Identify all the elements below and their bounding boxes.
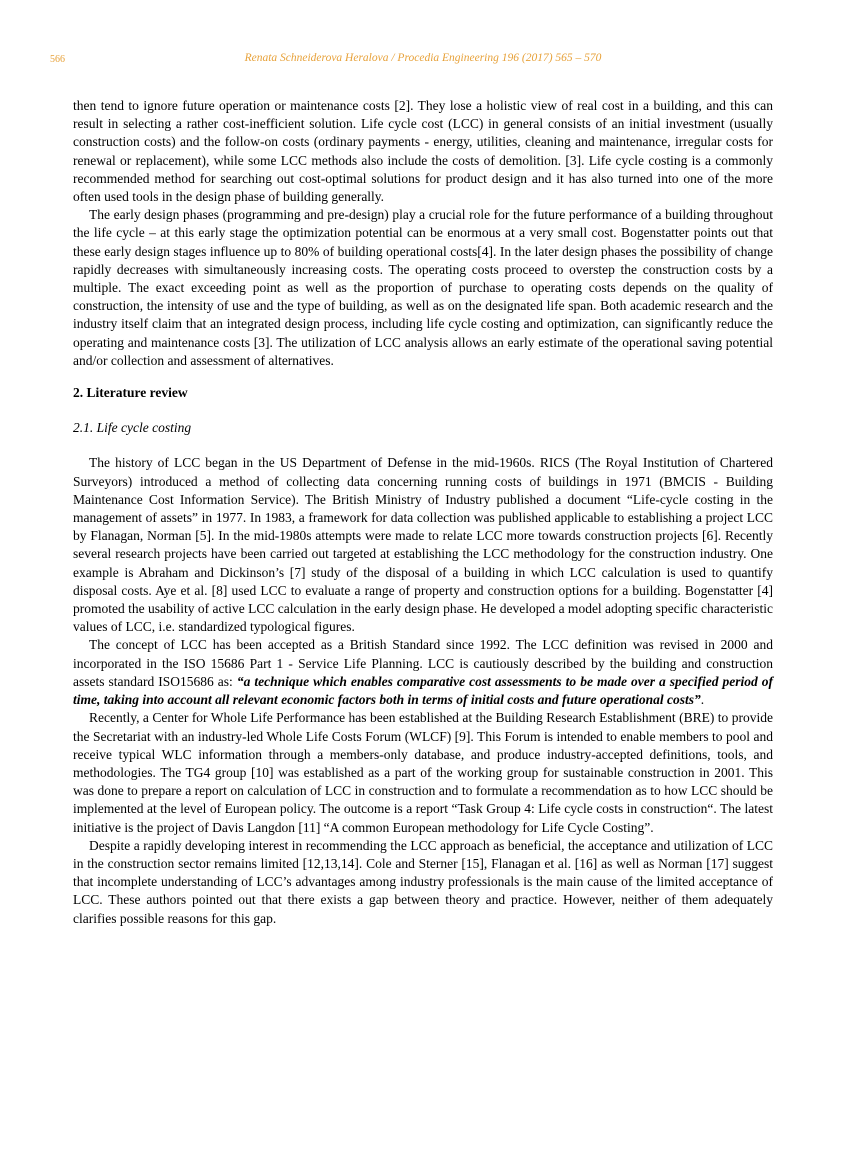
body-paragraph-wlcf: Recently, a Center for Whole Life Performance has been established at the Building Research Establishment (BRE) to provide the Secretariat with an industry-led Whole Life Costs Forum (WLCF) [9]. This Forum is intended to enable members to pool and receive typical WLC information through a members-only database, and produce industry-accepted definitions, tools, and methodologies. The TG4 group [10] was established as a part of the working group for sustainable construction in 2001. This was done to prepare a report on calculation of LCC in construction and to formulate a recommendation as to how LCC should be implemented at the level of European policy. The outcome is a report “Task Group 4: Life cycle costs in construction“. The latest initiative is the project of Davis Langdon [11] “A common European methodology for Life Cycle Costing”. (73, 710, 773, 835)
page-header (0, 52, 846, 72)
body-paragraph-lcc-history: The history of LCC began in the US Department of Defense in the mid-1960s. RICS (The Royal Institution of Chartered Surveyors) introduced a method of collecting data concerning running costs of buildings in 1971 (BMCIS - Building Maintenance Cost Information Service). The British Ministry of Industry published a document “Life-cycle costing in the management of assets” in 1977. In 1983, a framework for data collection was published applicable to establishing a project LCC by Flanagan, Norman [5]. In the mid-1980s attempts were made to relate LCC more towards construction projects [6]. Recently several research projects have been carried out targeted at establishing the LCC methodology for the construction industry. One example is Abraham and Dickinson’s [7] study of the disposal of a building in which LCC calculation is used to quantify disposal costs. Aye et al. [8] used LCC to evaluate a range of property and construction options for a building. Bogenstatter [4] promoted the usability of active LCC calculation in the early design phase. He developed a model adopting specific characteristic values of LCC, i.e. standardized typological figures. (73, 455, 773, 635)
page-content (73, 97, 773, 928)
section-heading-literature-review: 2. Literature review (73, 385, 188, 401)
quote-text: “a technique which enables comparative cost assessments to be made over a specified period of time, taking into account all relevant economic factors both in terms of initial costs and future operational costs” (73, 673, 773, 708)
running-title: Renata Schneiderova Heralova / Procedia Engineering 196 (2017) 565 – 570 (244, 52, 602, 64)
paragraph-text: The concept of LCC has been accepted as a British Standard since 1992. The LCC definition was revised in 2000 and incorporated in the ISO 15686 Part 1 - Service Life Planning. LCC is cautiously described by the building and construction assets standard ISO15686 as: (73, 637, 773, 689)
subsection-heading-life-cycle-costing: 2.1. Life cycle costing (73, 420, 192, 436)
body-paragraph-lcc-standard (73, 636, 773, 709)
body-paragraph-continuation: then tend to ignore future operation or maintenance costs [2]. They lose a holistic view of real cost in a building, and this can result in selecting a rather cost-inefficient solution. Life cycle cost (LCC) in general consists of an initial investment (usually construction costs) and the follow-on costs (ordinary payments - energy, utilities, cleaning and maintenance, irregular costs for renewal or replacement), while some LCC methods also include the costs of demolition. [3]. Life cycle costing is a commonly recommended method for searching out cost-optimal solutions for product design and it has also turned into one of the more often used tools in the design phase of building generally. (73, 98, 773, 205)
paragraph-text-end: . (700, 692, 705, 708)
page-number: 566 (50, 54, 65, 65)
body-paragraph-acceptance-gap: Despite a rapidly developing interest in recommending the LCC approach as beneficial, the acceptance and utilization of LCC in the construction sector remains limited [12,13,14]. Cole and Sterner [15], Flanagan et al. [16] as well as Norman [17] suggest that incomplete understanding of LCC’s advantages among industry professionals is the main cause of the limited acceptance of LCC. These authors pointed out that there exists a gap between theory and practice. However, neither of them adequately clarifies possible reasons for this gap. (73, 837, 773, 926)
body-paragraph-early-design: The early design phases (programming and pre-design) play a crucial role for the future performance of a building throughout the life cycle – at this early stage the optimization potential can be enormous at a very small cost. Bogenstatter points out that these early design stages influence up to 80% of building operational costs[4]. In the later design phases the possibility of change rapidly decreases with simultaneously increasing costs. The operating costs proceed to overstep the construction costs by a multiple. The exact exceeding point as well as the proportion of purchase to operating costs depends on the quality of construction, the intensity of use and the type of building, as well as on the designated life span. Both academic research and the industry itself claim that an integrated design process, including life cycle costing and optimization, can significantly reduce the operating and maintenance costs [3]. The utilization of LCC analysis allows an early estimate of the operational saving potential and/or collection and assessment of alternatives. (73, 207, 773, 368)
